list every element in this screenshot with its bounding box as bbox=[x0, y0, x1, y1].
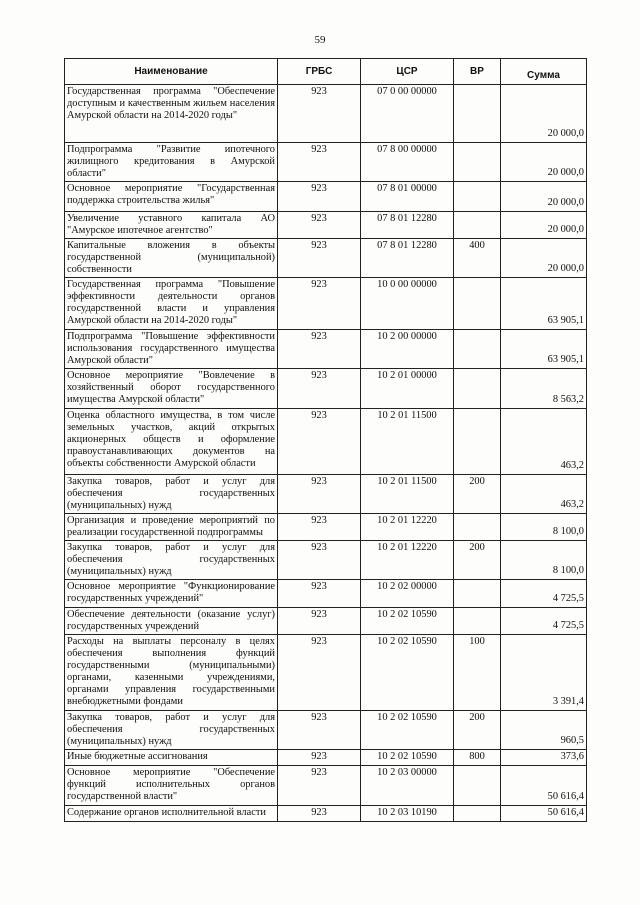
cell-grbs: 923 bbox=[278, 239, 361, 278]
cell-grbs: 923 bbox=[278, 608, 361, 635]
cell-vr bbox=[454, 330, 501, 369]
table-row bbox=[65, 409, 587, 475]
cell-name: Обеспечение деятельности (оказание услуг) государственных учреждений bbox=[65, 608, 278, 635]
cell-name: Организация и проведение мероприятий по реализации государственной подпрограммы bbox=[65, 514, 278, 541]
cell-sum: 8 100,0 bbox=[501, 541, 587, 580]
cell-vr bbox=[454, 212, 501, 239]
cell-vr bbox=[454, 85, 501, 143]
cell-name: Государственная программа "Повышение эффективности деятельности органов государственной власти и управления Амурской области на 2014-2020 годы" bbox=[65, 278, 278, 330]
cell-grbs: 923 bbox=[278, 514, 361, 541]
table-row bbox=[65, 711, 587, 750]
cell-csr: 10 2 03 10190 bbox=[361, 806, 454, 822]
cell-sum: 8 563,2 bbox=[501, 369, 587, 409]
cell-grbs: 923 bbox=[278, 409, 361, 475]
cell-grbs: 923 bbox=[278, 143, 361, 182]
cell-grbs: 923 bbox=[278, 369, 361, 409]
cell-sum: 20 000,0 bbox=[501, 239, 587, 278]
cell-vr: 200 bbox=[454, 711, 501, 750]
cell-grbs: 923 bbox=[278, 580, 361, 608]
cell-vr bbox=[454, 369, 501, 409]
cell-sum: 3 391,4 bbox=[501, 635, 587, 711]
cell-grbs: 923 bbox=[278, 711, 361, 750]
cell-csr: 10 2 00 00000 bbox=[361, 330, 454, 369]
cell-sum: 4 725,5 bbox=[501, 580, 587, 608]
cell-vr bbox=[454, 278, 501, 330]
cell-sum: 463,2 bbox=[501, 409, 587, 475]
cell-csr: 10 2 02 10590 bbox=[361, 635, 454, 711]
table-row bbox=[65, 369, 587, 409]
cell-name: Иные бюджетные ассигнования bbox=[65, 750, 278, 766]
cell-grbs: 923 bbox=[278, 766, 361, 806]
cell-csr: 07 8 01 00000 bbox=[361, 182, 454, 212]
cell-grbs: 923 bbox=[278, 330, 361, 369]
cell-sum: 50 616,4 bbox=[501, 806, 587, 822]
cell-grbs: 923 bbox=[278, 182, 361, 212]
cell-sum: 63 905,1 bbox=[501, 278, 587, 330]
cell-name: Закупка товаров, работ и услуг для обеспечения государственных (муниципальных) нужд bbox=[65, 711, 278, 750]
cell-vr bbox=[454, 409, 501, 475]
cell-sum: 20 000,0 bbox=[501, 143, 587, 182]
cell-grbs: 923 bbox=[278, 278, 361, 330]
cell-name: Подпрограмма "Развитие ипотечного жилищного кредитования в Амурской области" bbox=[65, 143, 278, 182]
table-row bbox=[65, 541, 587, 580]
header-csr: ЦСР bbox=[361, 59, 454, 85]
cell-name: Государственная программа "Обеспечение доступным и качественным жильем населения Амурской области на 2014-2020 годы" bbox=[65, 85, 278, 143]
cell-sum: 63 905,1 bbox=[501, 330, 587, 369]
cell-grbs: 923 bbox=[278, 750, 361, 766]
cell-sum: 8 100,0 bbox=[501, 514, 587, 541]
cell-sum: 20 000,0 bbox=[501, 85, 587, 143]
table-row bbox=[65, 750, 587, 766]
table-row bbox=[65, 608, 587, 635]
cell-csr: 07 8 00 00000 bbox=[361, 143, 454, 182]
table-row bbox=[65, 278, 587, 330]
cell-csr: 10 2 01 12220 bbox=[361, 514, 454, 541]
cell-vr bbox=[454, 143, 501, 182]
cell-vr bbox=[454, 608, 501, 635]
page-number: 59 bbox=[314, 34, 326, 46]
table-row bbox=[65, 212, 587, 239]
cell-vr: 100 bbox=[454, 635, 501, 711]
cell-csr: 10 2 01 11500 bbox=[361, 475, 454, 514]
cell-name: Оценка областного имущества, в том числе земельных участков, акций открытых акционерных обществ и оформление правоустанавливающих документов на объекты собственности Амурской области bbox=[65, 409, 278, 475]
cell-name: Расходы на выплаты персоналу в целях обеспечения выполнения функций государственными (муниципальными) органами, казенными учреждениями, органами управления государственными внебюджетными фондами bbox=[65, 635, 278, 711]
table-row bbox=[65, 475, 587, 514]
cell-sum: 373,6 bbox=[501, 750, 587, 766]
cell-name: Закупка товаров, работ и услуг для обеспечения государственных (муниципальных) нужд bbox=[65, 541, 278, 580]
table-row bbox=[65, 182, 587, 212]
cell-grbs: 923 bbox=[278, 541, 361, 580]
cell-grbs: 923 bbox=[278, 212, 361, 239]
cell-grbs: 923 bbox=[278, 85, 361, 143]
cell-sum: 20 000,0 bbox=[501, 182, 587, 212]
cell-csr: 10 2 02 10590 bbox=[361, 608, 454, 635]
cell-vr: 200 bbox=[454, 475, 501, 514]
cell-csr: 10 2 03 00000 bbox=[361, 766, 454, 806]
header-name: Наименование bbox=[65, 59, 278, 85]
cell-name: Содержание органов исполнительной власти bbox=[65, 806, 278, 822]
cell-name: Основное мероприятие "Государственная поддержка строительства жилья" bbox=[65, 182, 278, 212]
table-row bbox=[65, 580, 587, 608]
table-row bbox=[65, 330, 587, 369]
cell-sum: 960,5 bbox=[501, 711, 587, 750]
cell-csr: 10 0 00 00000 bbox=[361, 278, 454, 330]
cell-grbs: 923 bbox=[278, 475, 361, 514]
cell-sum: 20 000,0 bbox=[501, 212, 587, 239]
header-vr: ВР bbox=[454, 59, 501, 85]
cell-name: Увеличение уставного капитала АО "Амурское ипотечное агентство" bbox=[65, 212, 278, 239]
cell-csr: 10 2 01 00000 bbox=[361, 369, 454, 409]
cell-vr bbox=[454, 580, 501, 608]
cell-vr: 200 bbox=[454, 541, 501, 580]
cell-csr: 10 2 02 00000 bbox=[361, 580, 454, 608]
table-row bbox=[65, 85, 587, 143]
cell-csr: 10 2 02 10590 bbox=[361, 750, 454, 766]
table-row bbox=[65, 239, 587, 278]
cell-csr: 07 8 01 12280 bbox=[361, 239, 454, 278]
cell-vr bbox=[454, 182, 501, 212]
header-grbs: ГРБС bbox=[278, 59, 361, 85]
cell-csr: 10 2 01 12220 bbox=[361, 541, 454, 580]
cell-vr: 800 bbox=[454, 750, 501, 766]
table-row bbox=[65, 635, 587, 711]
header-sum: Сумма bbox=[501, 59, 587, 85]
table-row bbox=[65, 806, 587, 822]
budget-table bbox=[64, 58, 587, 822]
cell-csr: 07 0 00 00000 bbox=[361, 85, 454, 143]
cell-vr bbox=[454, 766, 501, 806]
table-row bbox=[65, 143, 587, 182]
cell-grbs: 923 bbox=[278, 635, 361, 711]
table-row bbox=[65, 514, 587, 541]
cell-name: Основное мероприятие "Вовлечение в хозяйственный оборот государственного имущества Амурской области" bbox=[65, 369, 278, 409]
cell-csr: 10 2 02 10590 bbox=[361, 711, 454, 750]
cell-sum: 4 725,5 bbox=[501, 608, 587, 635]
table-row bbox=[65, 766, 587, 806]
cell-csr: 10 2 01 11500 bbox=[361, 409, 454, 475]
cell-name: Основное мероприятие "Функционирование государственных учреждений" bbox=[65, 580, 278, 608]
cell-grbs: 923 bbox=[278, 806, 361, 822]
table-header-row bbox=[65, 59, 587, 85]
cell-name: Закупка товаров, работ и услуг для обеспечения государственных (муниципальных) нужд bbox=[65, 475, 278, 514]
cell-name: Капитальные вложения в объекты государственной (муниципальной) собственности bbox=[65, 239, 278, 278]
cell-name: Основное мероприятие "Обеспечение функций исполнительных органов государственной власти" bbox=[65, 766, 278, 806]
cell-sum: 50 616,4 bbox=[501, 766, 587, 806]
cell-vr bbox=[454, 514, 501, 541]
cell-name: Подпрограмма "Повышение эффективности использования государственного имущества Амурской области" bbox=[65, 330, 278, 369]
cell-csr: 07 8 01 12280 bbox=[361, 212, 454, 239]
cell-vr: 400 bbox=[454, 239, 501, 278]
cell-vr bbox=[454, 806, 501, 822]
cell-sum: 463,2 bbox=[501, 475, 587, 514]
